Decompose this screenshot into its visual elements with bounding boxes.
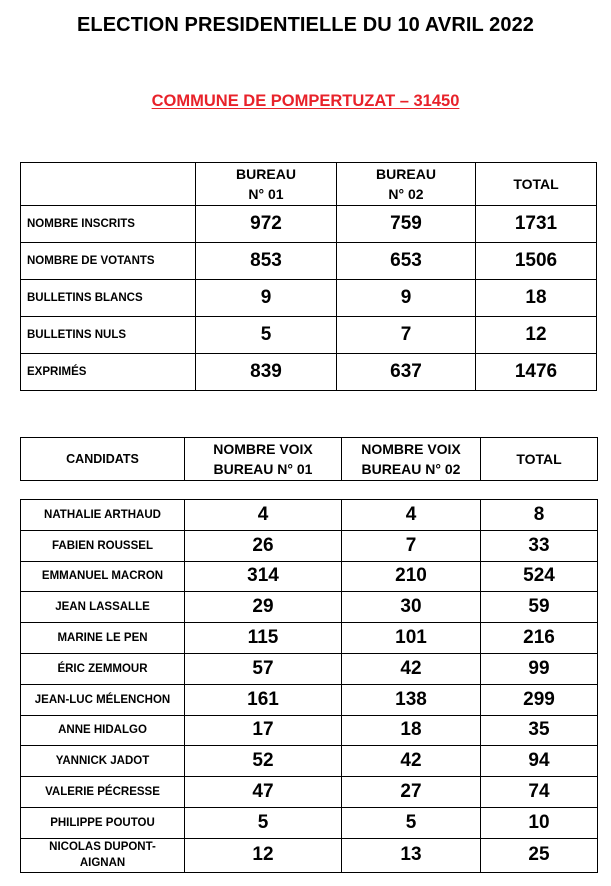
row-label: BULLETINS BLANCS (21, 280, 196, 317)
row-label: JEAN LASSALLE (21, 592, 185, 623)
bureau-1-value: 26 (185, 530, 342, 561)
summary-header-bureau-1: BUREAU N° 01 (196, 163, 337, 206)
bureau-1-value: 5 (196, 317, 337, 354)
candidate-row (21, 684, 598, 715)
candidates-header-total: TOTAL (481, 438, 598, 481)
candidates-header-bureau-2: NOMBRE VOIX BUREAU N° 02 (342, 438, 481, 481)
total-value: 1731 (476, 206, 597, 243)
row-label: NICOLAS DUPONT- AIGNAN (21, 838, 185, 872)
summary-header-bureau-2: BUREAU N° 02 (337, 163, 476, 206)
bureau-2-value: 4 (342, 500, 481, 531)
bureau-2-value: 18 (342, 715, 481, 746)
row-label: EMMANUEL MACRON (21, 561, 185, 592)
bureau-1-value: 52 (185, 746, 342, 777)
total-value: 216 (481, 623, 598, 654)
candidate-row (21, 623, 598, 654)
candidate-row (21, 592, 598, 623)
bureau-1-value: 853 (196, 243, 337, 280)
bureau-2-value: 101 (342, 623, 481, 654)
summary-header-total: TOTAL (476, 163, 597, 206)
row-label: FABIEN ROUSSEL (21, 530, 185, 561)
bureau-1-value: 4 (185, 500, 342, 531)
summary-row (21, 206, 597, 243)
candidates-table (20, 499, 598, 873)
bureau-2-value: 759 (337, 206, 476, 243)
summary-row (21, 317, 597, 354)
row-label: NOMBRE DE VOTANTS (21, 243, 196, 280)
total-value: 1506 (476, 243, 597, 280)
summary-header-row (21, 163, 597, 206)
bureau-1-value: 115 (185, 623, 342, 654)
candidate-row (21, 746, 598, 777)
total-value: 1476 (476, 354, 597, 391)
bureau-2-value: 7 (337, 317, 476, 354)
bureau-2-value: 42 (342, 746, 481, 777)
bureau-2-value: 42 (342, 653, 481, 684)
summary-table (20, 162, 597, 391)
bureau-2-value: 5 (342, 807, 481, 838)
bureau-1-value: 47 (185, 777, 342, 808)
bureau-1-value: 5 (185, 807, 342, 838)
row-label: ÉRIC ZEMMOUR (21, 653, 185, 684)
candidates-header-row (21, 438, 598, 481)
candidate-row (21, 653, 598, 684)
summary-row (21, 280, 597, 317)
candidate-row (21, 715, 598, 746)
row-label: NOMBRE INSCRITS (21, 206, 196, 243)
bureau-1-value: 161 (185, 684, 342, 715)
summary-header-empty (21, 163, 196, 206)
candidate-row (21, 807, 598, 838)
total-value: 299 (481, 684, 598, 715)
row-label: YANNICK JADOT (21, 746, 185, 777)
row-label: JEAN-LUC MÉLENCHON (21, 684, 185, 715)
candidates-header-name: CANDIDATS (21, 438, 185, 481)
row-label: EXPRIMÉS (21, 354, 196, 391)
total-value: 25 (481, 838, 598, 872)
total-value: 8 (481, 500, 598, 531)
row-label: MARINE LE PEN (21, 623, 185, 654)
bureau-1-value: 29 (185, 592, 342, 623)
candidates-header-table (20, 437, 598, 481)
bureau-2-value: 30 (342, 592, 481, 623)
bureau-1-value: 12 (185, 838, 342, 872)
bureau-2-value: 138 (342, 684, 481, 715)
row-label: PHILIPPE POUTOU (21, 807, 185, 838)
bureau-1-value: 314 (185, 561, 342, 592)
bureau-2-value: 210 (342, 561, 481, 592)
bureau-2-value: 27 (342, 777, 481, 808)
total-value: 524 (481, 561, 598, 592)
bureau-1-value: 839 (196, 354, 337, 391)
bureau-2-value: 7 (342, 530, 481, 561)
candidate-row (21, 500, 598, 531)
bureau-2-value: 9 (337, 280, 476, 317)
bureau-2-value: 13 (342, 838, 481, 872)
total-value: 99 (481, 653, 598, 684)
summary-row (21, 243, 597, 280)
bureau-1-value: 17 (185, 715, 342, 746)
bureau-1-value: 57 (185, 653, 342, 684)
total-value: 94 (481, 746, 598, 777)
total-value: 18 (476, 280, 597, 317)
page-title: ELECTION PRESIDENTIELLE DU 10 AVRIL 2022 (76, 14, 535, 36)
row-label: VALERIE PÉCRESSE (21, 777, 185, 808)
commune-heading (0, 92, 611, 111)
candidate-row (21, 530, 598, 561)
bureau-2-value: 653 (337, 243, 476, 280)
total-value: 10 (481, 807, 598, 838)
candidate-row (21, 777, 598, 808)
total-value: 74 (481, 777, 598, 808)
row-label: NATHALIE ARTHAUD (21, 500, 185, 531)
bureau-1-value: 9 (196, 280, 337, 317)
commune-name: COMMUNE DE POMPERTUZAT – 31450 (151, 92, 460, 110)
candidates-header-bureau-1: NOMBRE VOIX BUREAU N° 01 (185, 438, 342, 481)
total-value: 12 (476, 317, 597, 354)
candidate-row (21, 561, 598, 592)
total-value: 35 (481, 715, 598, 746)
bureau-2-value: 637 (337, 354, 476, 391)
row-label: ANNE HIDALGO (21, 715, 185, 746)
candidate-row (21, 838, 598, 872)
total-value: 33 (481, 530, 598, 561)
row-label: BULLETINS NULS (21, 317, 196, 354)
summary-row (21, 354, 597, 391)
total-value: 59 (481, 592, 598, 623)
bureau-1-value: 972 (196, 206, 337, 243)
